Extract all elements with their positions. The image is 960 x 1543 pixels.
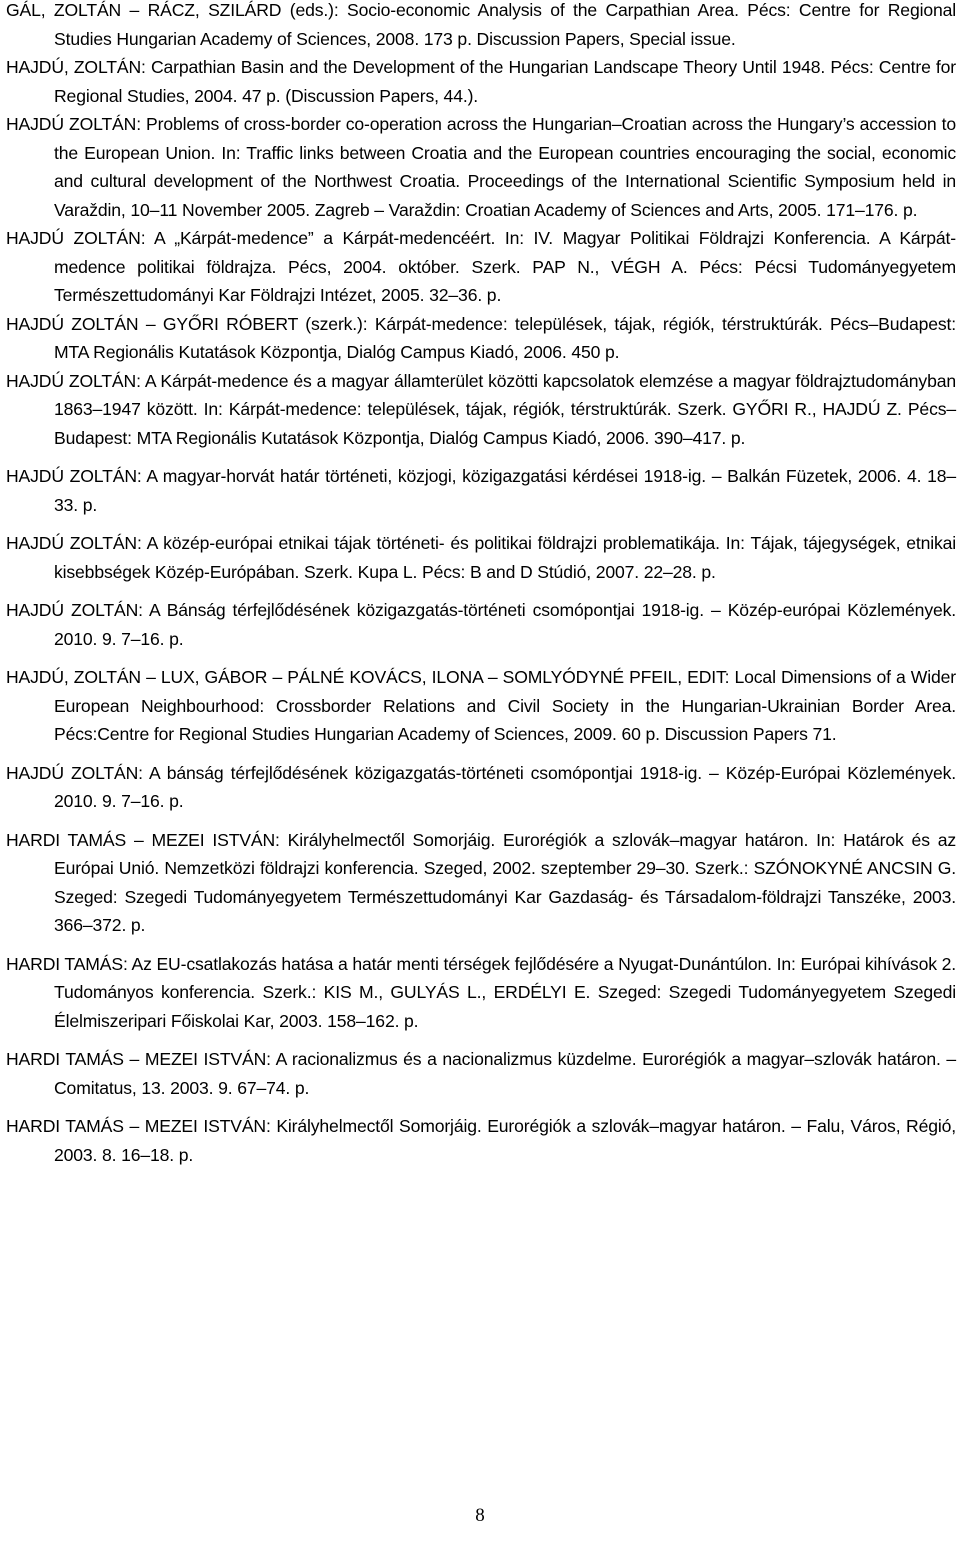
bibliography-entry: HAJDÚ ZOLTÁN: A Kárpát-medence és a magyar államterület közötti kapcsolatok elemzése a magyar földrajztudományban 1863–1947 között. In: Kárpát-medence: települések, tájak, régiók, térstruktúrák. Szerk. GYŐRI R., HAJDÚ Z. Pécs–Budapest: MTA Regionális Kutatások Központja, Dialóg Campus Kiadó, 2006. 390–417. p. (6, 370, 956, 448)
bibliography-entry: HAJDÚ ZOLTÁN: A bánság térfejlődésének közigazgatás-történeti csomópontjai 1918-ig. – Közép-Európai Közlemények. 2010. 9. 7–16. p. (6, 762, 956, 811)
bibliography-entry: HARDI TAMÁS – MEZEI ISTVÁN: Királyhelmectől Somorjáig. Eurorégiók a szlovák–magyar határon. In: Határok és az Európai Unió. Nemzetközi földrajzi konferencia. Szeged, 2002. szeptember 29–30. Szerk.: SZÓNOKYNÉ ANCSIN G. Szeged: Szegedi Tudományegyetem Természettudományi Kar Gazdaság- és Társadalom-földrajzi Tanszéke, 2003. 366–372. p. (6, 829, 956, 935)
page-number: 8 (475, 1505, 485, 1526)
bibliography-entry: HAJDÚ ZOLTÁN: A Bánság térfejlődésének közigazgatás-történeti csomópontjai 1918-ig. – Közép-európai Közlemények. 2010. 9. 7–16. p. (6, 600, 956, 649)
bibliography-entry: HAJDÚ ZOLTÁN: A közép-európai etnikai tájak történeti- és politikai földrajzi problematikája. In: Tájak, tájegységek, etnikai kisebbségek Közép-Európában. Szerk. Kupa L. Pécs: B and D Stúdió, 2007. 22–28. p. (6, 533, 956, 582)
bibliography-entry: HAJDÚ, ZOLTÁN: Carpathian Basin and the Development of the Hungarian Landscape Theory Until 1948. Pécs: Centre for Regional Studies, 2004. 47 p. (Discussion Papers, 44.). (6, 57, 956, 106)
bibliography-entry: HAJDÚ, ZOLTÁN – LUX, GÁBOR – PÁLNÉ KOVÁCS, ILONA – SOMLYÓDYNÉ PFEIL, EDIT: Local Dimensions of a Wider European Neighbourhood: Crossborder Relations and Civil Society in the Hungarian-Ukrainian Border Area. Pécs:Centre for Regional Studies Hungarian Academy of Sciences, 2009. 60 p. Discussion Papers 71. (6, 667, 956, 744)
bibliography-entry: HAJDÚ ZOLTÁN: Problems of cross-border co-operation across the Hungarian–Croatian across the Hungary’s accession to the European Union. In: Traffic links between Croatia and the European countries encouraging the social, economic and cultural development of the Northwest Croatia. Proceedings of the International Scientific Symposium held in Varaždin, 10–11 November 2005. Zagreb – Varaždin: Croatian Academy of Sciences and Arts, 2005. 171–176. p. (6, 114, 956, 220)
bibliography-entry: HARDI TAMÁS – MEZEI ISTVÁN: Királyhelmectől Somorjáig. Eurorégiók a szlovák–magyar határon. – Falu, Város, Régió, 2003. 8. 16–18. p. (6, 1116, 956, 1165)
bibliography-list (6, 0, 956, 1169)
bibliography-entry: HAJDÚ ZOLTÁN – GYŐRI RÓBERT (szerk.): Kárpát-medence: települések, tájak, régiók, térstruktúrák. Pécs–Budapest: MTA Regionális Kutatások Központja, Dialóg Campus Kiadó, 2006. 450 p. (6, 313, 956, 362)
bibliography-entry: HARDI TAMÁS – MEZEI ISTVÁN: A racionalizmus és a nacionalizmus küzdelme. Eurorégiók a magyar–szlovák határon. – Comitatus, 13. 2003. 9. 67–74. p. (6, 1049, 956, 1098)
bibliography-entry: HARDI TAMÁS: Az EU-csatlakozás hatása a határ menti térségek fejlődésére a Nyugat-Dunántúlon. In: Európai kihívások 2. Tudományos konferencia. Szerk.: KIS M., GULYÁS L., ERDÉLYI E. Szeged: Szegedi Tudományegyetem Szegedi Élelmiszeripari Főiskolai Kar, 2003. 158–162. p. (6, 953, 956, 1031)
bibliography-entry: GÁL, ZOLTÁN – RÁCZ, SZILÁRD (eds.): Socio-economic Analysis of the Carpathian Area. Pécs: Centre for Regional Studies Hungarian Academy of Sciences, 2008. 173 p. Discussion Papers, Special issue. (6, 0, 956, 49)
bibliography-entry: HAJDÚ ZOLTÁN: A „Kárpát-medence” a Kárpát-medencéért. In: IV. Magyar Politikai Földrajzi Konferencia. A Kárpát-medence politikai földrajza. Pécs, 2004. október. Szerk. PAP N., VÉGH A. Pécs: Pécsi Tudományegyetem Természettudományi Kar Földrajzi Intézet, 2005. 32–36. p. (6, 228, 956, 305)
bibliography-entry: HAJDÚ ZOLTÁN: A magyar-horvát határ történeti, közjogi, közigazgatási kérdései 1918-ig. – Balkán Füzetek, 2006. 4. 18–33. p. (6, 466, 956, 515)
